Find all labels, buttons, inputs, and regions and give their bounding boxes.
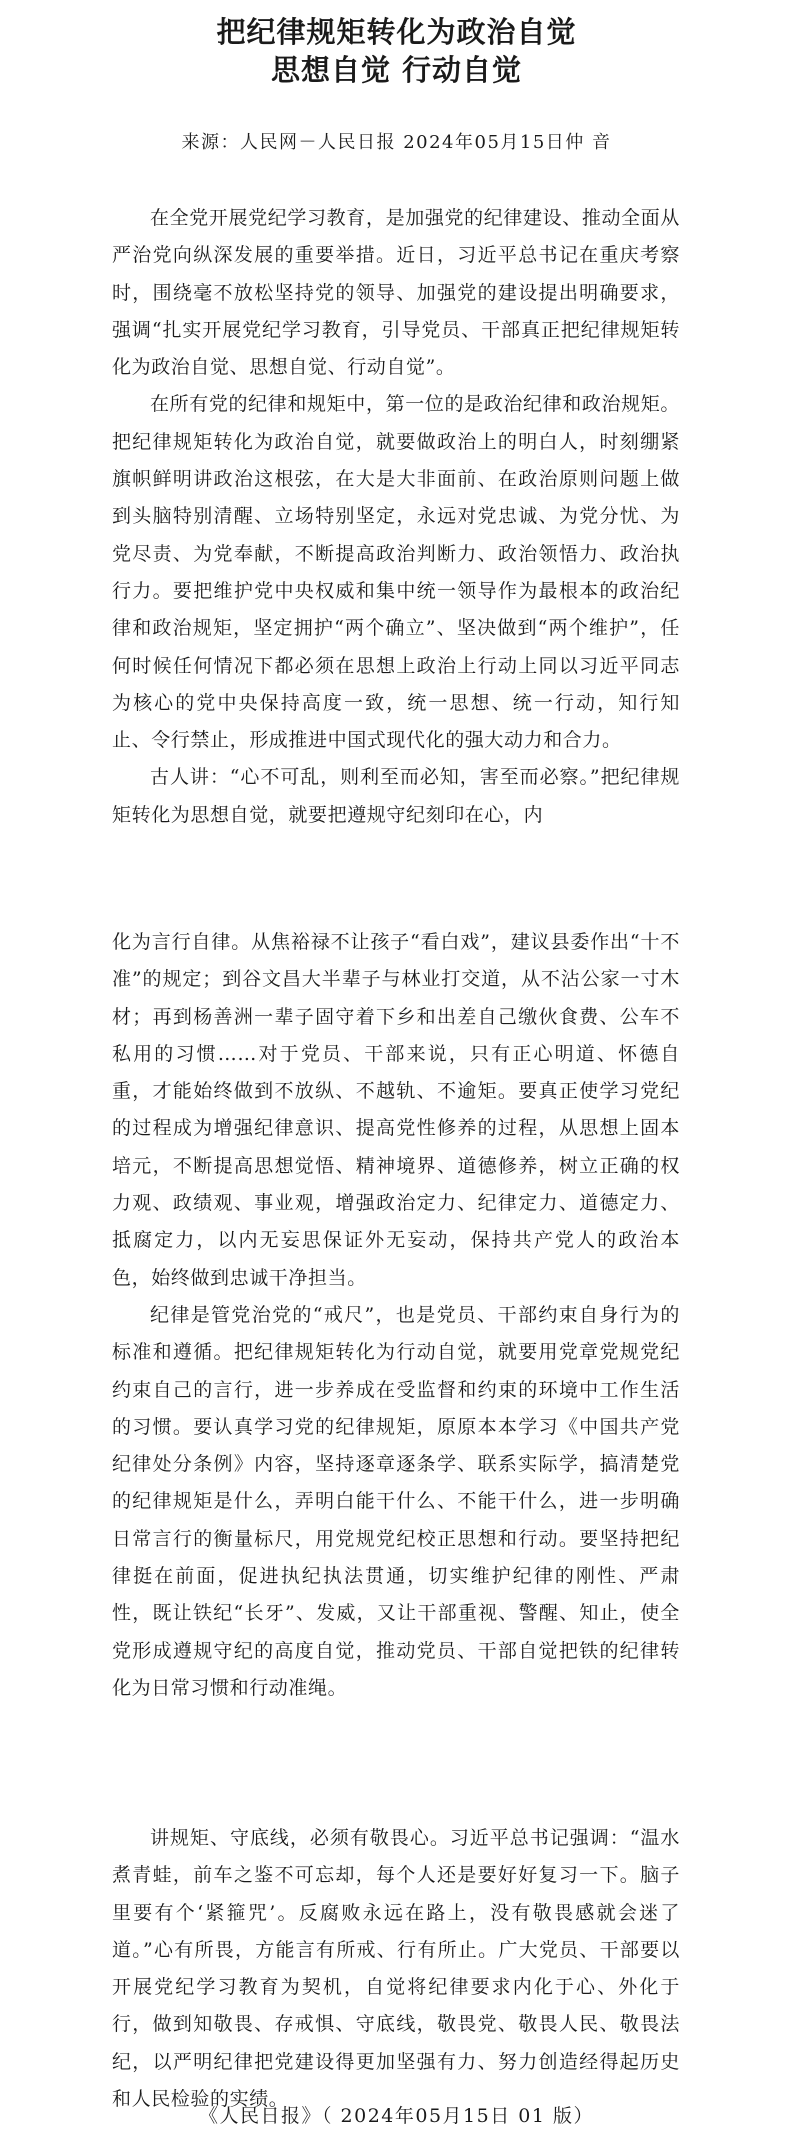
article-title-line-1: 把纪律规矩转化为政治自觉 xyxy=(216,15,577,49)
paragraph-4: 纪律是管党治党的“戒尺”，也是党员、干部约束自身行为的标准和遵循。把纪律规矩转化为行动自觉，就要用党章党规党纪约束自己的言行，进一步养成在受监督和约束的环境中工作生活的习惯。要认真学习党的纪律规矩，原原本本学习《中国共产党纪律处分条例》内容，坚持逐章逐条学、联系实际学，搞清楚党的纪律规矩是什么，弄明白能干什么、不能干什么，进一步明确日常言行的衡量标尺，用党规党纪校正思想和行动。要坚持把纪律挺在前面，促进执纪执法贯通，切实维护纪律的刚性、严肃性，既让铁纪“长牙”、发威，又让干部重视、警醒、知止，使全党形成遵规守纪的高度自觉，推动党员、干部自觉把铁的纪律转化为日常习惯和行动准绳。 xyxy=(112,1303,680,1699)
article-body-block-3 xyxy=(112,1820,680,2118)
article-footer-citation: 《人民日报》（ 2024年05月15日 01 版） xyxy=(198,2105,594,2127)
article-body-block-2 xyxy=(112,924,680,1707)
paragraph-2: 在所有党的纪律和规矩中，第一位的是政治纪律和政治规矩。把纪律规矩转化为政治自觉，就要做政治上的明白人，时刻绷紧旗帜鲜明讲政治这根弦，在大是大非面前、在政治原则问题上做到头脑特别清醒、立场特别坚定，永远对党忠诚、为党分忧、为党尽责、为党奉献，不断提高政治判断力、政治领悟力、政治执行力。要把维护党中央权威和集中统一领导作为最根本的政治纪律和政治规矩，坚定拥护“两个确立”、坚决做到“两个维护”，任何时候任何情况下都必须在思想上政治上行动上同以习近平同志为核心的党中央保持高度一致，统一思想、统一行动，知行知止、令行禁止，形成推进中国式现代化的强大动力和合力。 xyxy=(112,393,680,752)
article-body-block-1 xyxy=(112,200,680,834)
article-title-line-2: 思想自觉 行动自觉 xyxy=(270,53,523,87)
paragraph-5: 讲规矩、守底线，必须有敬畏心。习近平总书记强调：“温水煮青蛙，前车之鉴不可忘却，每个人还是要好好复习一下。脑子里要有个‘紧箍咒’。反腐败永远在路上，没有敬畏感就会迷了道。”心有所畏，方能言有所戒、行有所止。广大党员、干部要以开展党纪学习教育为契机，自觉将纪律要求内化于心、外化于行，做到知敬畏、存戒惧、守底线，敬畏党、敬畏人民、敬畏法纪，以严明纪律把党建设得更加坚强有力、努力创造经得起历史和人民检验的实绩。 xyxy=(112,1827,680,2111)
article-source-line: 来源：人民网－人民日报 2024年05月15日仲 音 xyxy=(181,132,612,153)
paragraph-1: 在全党开展党纪学习教育，是加强党的纪律建设、推动全面从严治党向纵深发展的重要举措。近日，习近平总书记在重庆考察时，围绕毫不放松坚持党的领导、加强党的建设提出明确要求，强调“扎实开展党纪学习教育，引导党员、干部真正把纪律规矩转化为政治自觉、思想自觉、行动自觉”。 xyxy=(112,207,680,379)
paragraph-3-continued: 化为言行自律。从焦裕禄不让孩子“看白戏”，建议县委作出“十不准”的规定；到谷文昌大半辈子与林业打交道，从不沾公家一寸木材；再到杨善洲一辈子固守着下乡和出差自己缴伙食费、公车不私用的习惯……对于党员、干部来说，只有正心明道、怀德自重，才能始终做到不放纵、不越轨、不逾矩。要真正使学习党纪的过程成为增强纪律意识、提高党性修养的过程，从思想上固本培元，不断提高思想觉悟、精神境界、道德修养，树立正确的权力观、政绩观、事业观，增强政治定力、纪律定力、道德定力、抵腐定力，以内无妄思保证外无妄动，保持共产党人的政治本色，始终做到忠诚干净担当。 xyxy=(112,931,680,1289)
paragraph-3: 古人讲：“心不可乱，则利至而必知，害至而必察。”把纪律规矩转化为思想自觉，就要把遵规守纪刻印在心，内 xyxy=(112,766,680,826)
